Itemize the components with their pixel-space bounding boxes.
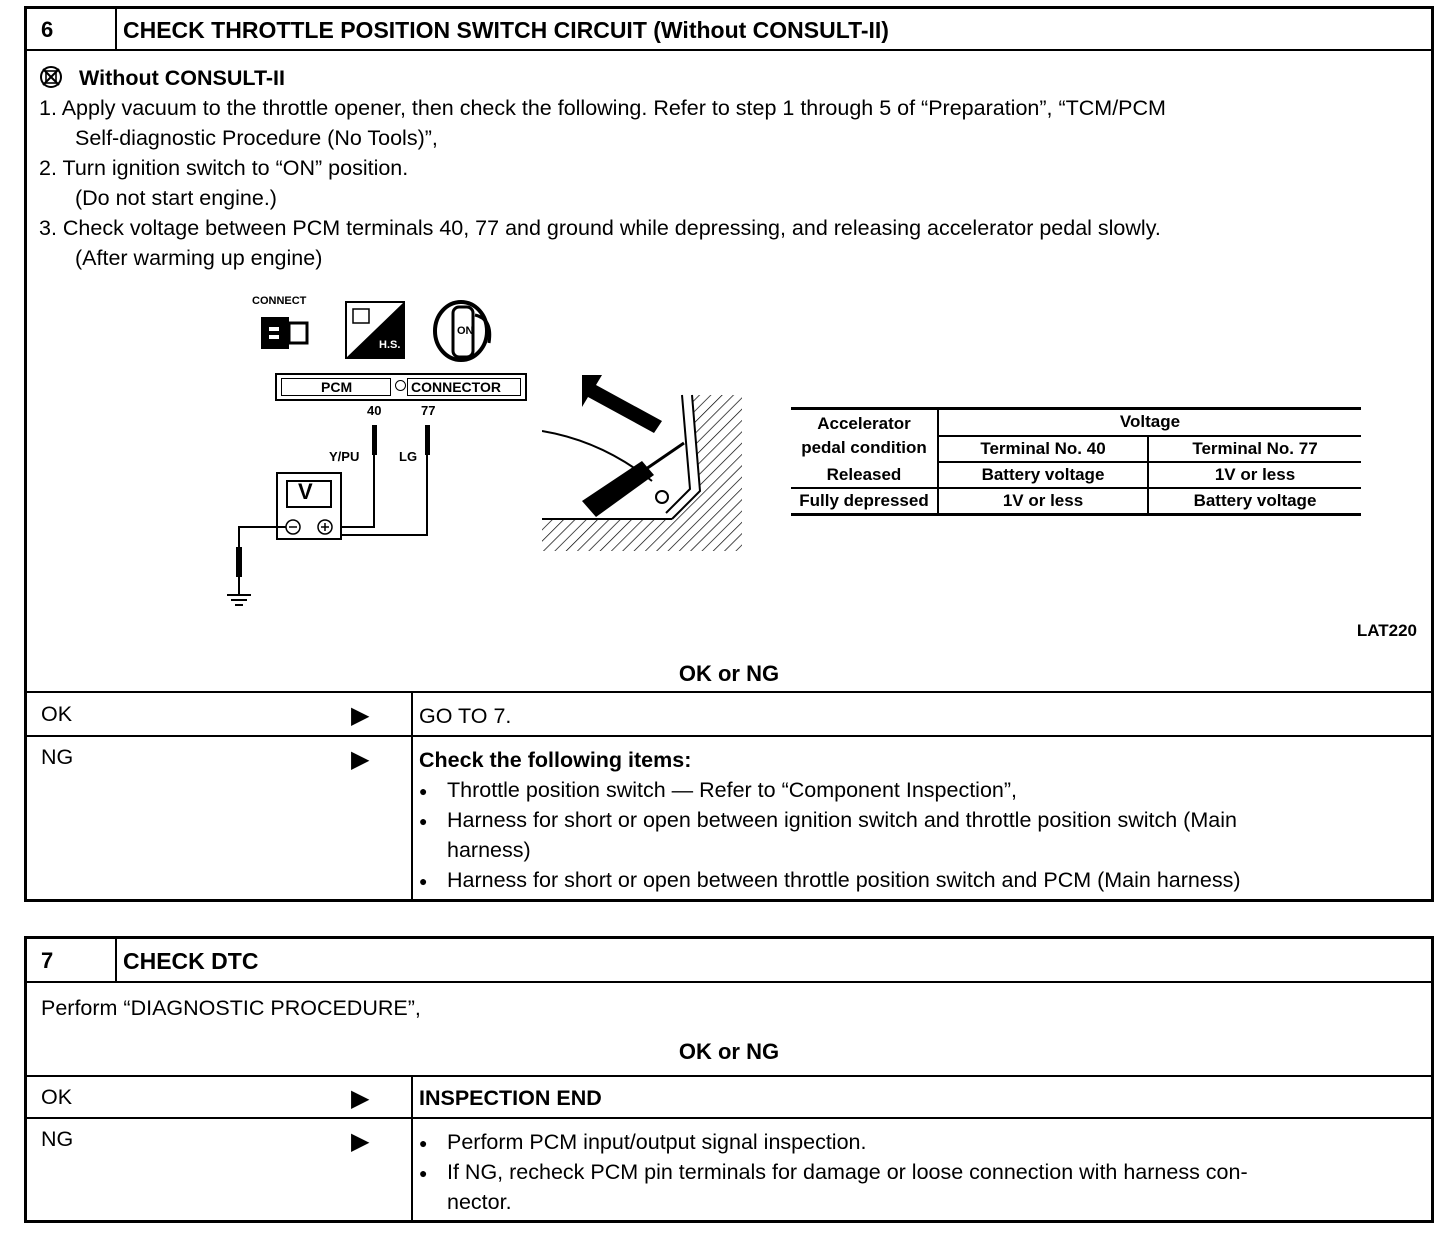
step6-line-3: 2. Turn ignition switch to “ON” position.	[39, 156, 409, 180]
step6-number: 6	[41, 17, 54, 42]
row1-t40: Battery voltage	[938, 462, 1148, 488]
step6-ok-or-ng: OK or NG	[678, 661, 780, 686]
step6-ng-item-1: Throttle position switch — Refer to “Component Inspection”,	[447, 778, 1018, 802]
step6-ng-label: NG	[41, 745, 74, 769]
row2-condition: Fully depressed	[791, 488, 938, 515]
wire-ypu-label: Y/PU	[329, 449, 360, 464]
connector-label: CONNECTOR	[411, 379, 501, 395]
probe-wiring	[187, 295, 517, 625]
step6-ok-row	[27, 691, 1431, 737]
arrow-right-icon: ▶	[351, 1085, 370, 1112]
step6-ng-item-3: Harness for short or open between throttle position switch and PCM (Main harness)	[447, 868, 1241, 892]
step6-line-2: Self-diagnostic Procedure (No Tools)”,	[75, 126, 438, 150]
row1-t77: 1V or less	[1148, 462, 1361, 488]
step7-ok-result: INSPECTION END	[419, 1086, 602, 1110]
table-header-condition-line1: Accelerator	[817, 414, 911, 433]
step6-line-4: (Do not start engine.)	[75, 186, 277, 210]
row2-t40: 1V or less	[938, 488, 1148, 515]
step7-ng-item-2: If NG, recheck PCM pin terminals for damage or loose connection with harness con-	[447, 1160, 1248, 1184]
on-label: ON	[457, 325, 474, 337]
step6-line-6: (After warming up engine)	[75, 246, 323, 270]
step6-subhead: Without CONSULT-II	[79, 66, 286, 90]
step7-header	[27, 939, 1431, 983]
connect-label: CONNECT	[252, 295, 307, 307]
step6-box	[24, 6, 1434, 902]
step6-ok-result: GO TO 7.	[419, 704, 512, 728]
table-row	[791, 462, 1361, 488]
step7-ng-item-1: Perform PCM input/output signal inspection.	[447, 1130, 867, 1154]
step7-title: CHECK DTC	[123, 948, 259, 974]
pcm-label: PCM	[321, 379, 353, 395]
table-header-condition-line2: pedal condition	[801, 438, 927, 457]
step6-line-1: 1. Apply vacuum to the throttle opener, then check the following. Refer to step 1 through 5 of “Preparation”, “TCM/PCM	[39, 96, 1166, 120]
step6-ok-label: OK	[41, 702, 73, 726]
accelerator-pedal-illustration	[542, 371, 742, 561]
step6-ng-row	[27, 737, 1431, 899]
table-header-condition	[791, 409, 938, 463]
table-header-t40: Terminal No. 40	[938, 436, 1148, 463]
bullet-icon: ●	[419, 1165, 428, 1181]
step7-ng-row	[27, 1119, 1431, 1220]
step7-number: 7	[41, 948, 54, 973]
voltage-table	[791, 407, 1361, 516]
terminal-40-label: 40	[367, 403, 382, 418]
terminal-77-label: 77	[421, 403, 436, 418]
voltmeter-label: V	[298, 479, 313, 504]
table-header-voltage: Voltage	[938, 409, 1361, 436]
bullet-icon: ●	[419, 783, 428, 799]
row1-condition: Released	[791, 462, 938, 488]
step7-box	[24, 936, 1434, 1223]
step7-ng-item-2-cont: nector.	[447, 1190, 512, 1214]
step6-line-5: 3. Check voltage between PCM terminals 40, 77 and ground while depressing, and releasing accelerator pedal slowly.	[39, 216, 1161, 240]
bullet-icon: ●	[419, 1135, 428, 1151]
table-row	[791, 488, 1361, 515]
step7-ok-label: OK	[41, 1085, 73, 1109]
arrow-right-icon: ▶	[351, 1128, 370, 1155]
figure-id: LAT220	[1356, 621, 1417, 640]
step6-body	[27, 51, 1431, 691]
wiring-diagram	[187, 295, 517, 625]
bullet-icon: ●	[419, 813, 428, 829]
step6-ng-head: Check the following items:	[419, 748, 692, 772]
step7-ng-label: NG	[41, 1127, 74, 1151]
step6-ng-item-2: Harness for short or open between ignition switch and throttle position switch (Main	[447, 808, 1237, 832]
arrow-right-icon: ▶	[351, 746, 370, 773]
step7-ok-or-ng: OK or NG	[678, 1039, 780, 1064]
no-consult-icon	[39, 65, 63, 94]
row2-t77: Battery voltage	[1148, 488, 1361, 515]
arrow-right-icon: ▶	[351, 702, 370, 729]
wire-lg-label: LG	[399, 449, 418, 464]
step7-line: Perform “DIAGNOSTIC PROCEDURE”,	[41, 996, 421, 1020]
step7-ok-row	[27, 1075, 1431, 1119]
hs-label: H.S.	[379, 339, 401, 351]
bullet-icon: ●	[419, 873, 428, 889]
step6-title: CHECK THROTTLE POSITION SWITCH CIRCUIT (Without CONSULT-II)	[123, 17, 889, 43]
table-header-t77: Terminal No. 77	[1148, 436, 1361, 463]
step6-header	[27, 9, 1431, 51]
step6-ng-item-2-cont: harness)	[447, 838, 531, 862]
